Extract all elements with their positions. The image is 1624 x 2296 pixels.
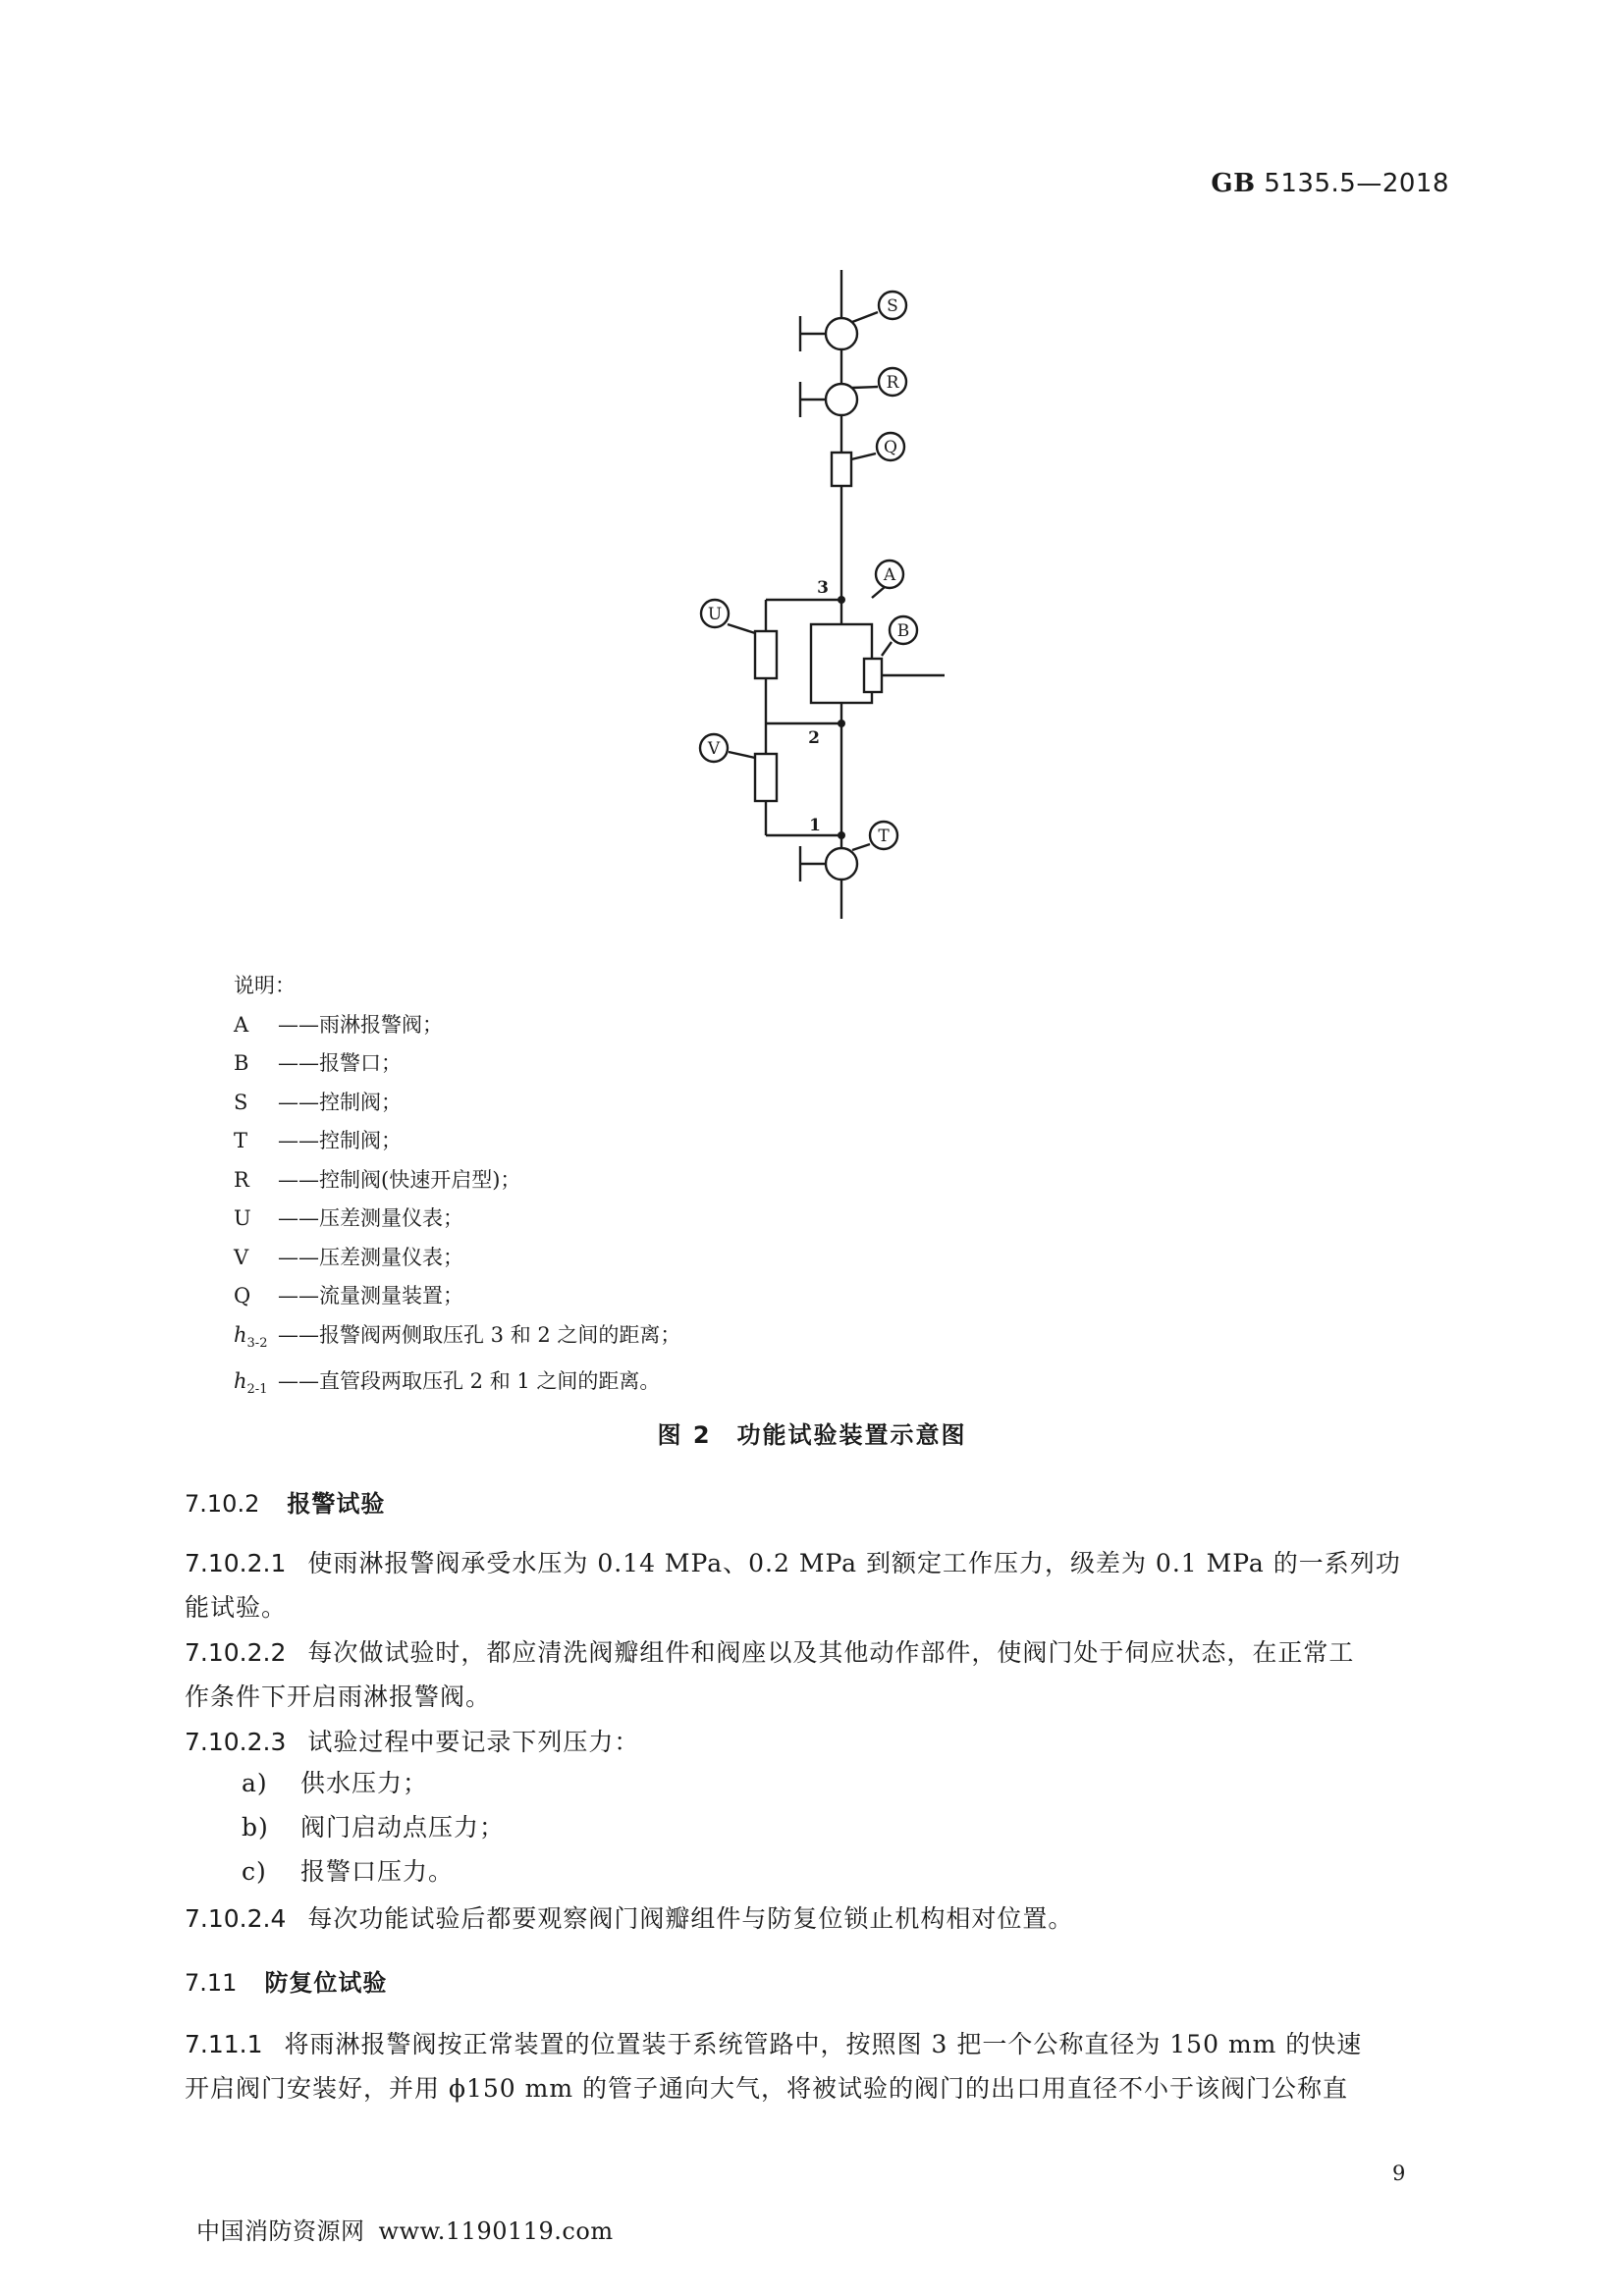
legend-row: U —— 压差测量仪表； <box>234 1206 463 1230</box>
label-b: B <box>896 621 910 641</box>
footer-watermark <box>196 2212 614 2246</box>
page-number: 9 <box>1392 2162 1406 2185</box>
valve-s-symbol <box>826 318 857 349</box>
function-test-schematic <box>0 0 1624 942</box>
deluge-valve-a-symbol <box>811 624 872 703</box>
label-r: R <box>886 373 899 393</box>
label-s: S <box>887 296 898 316</box>
legend-row: V —— 压差测量仪表； <box>234 1245 463 1269</box>
clause-7-11-1: 7.11.1 将雨淋报警阀按正常装置的位置装于系统管路中，按照图 3 把一个公称直径为 150 mm 的快速 开启阀门安装好，并用 ϕ150 mm 的管子通向大气，将被试验的阀门的出口用直径不小于该阀门公称直 <box>185 2030 1363 2103</box>
label-v: V <box>707 739 721 759</box>
legend-row: T —— 控制阀； <box>234 1129 402 1152</box>
label-u: U <box>707 605 723 624</box>
footer-org: 中国消防资源网 <box>196 2217 365 2245</box>
flow-meter-q-symbol <box>832 453 851 486</box>
gauge-v-symbol <box>755 754 777 801</box>
tap-1-label: 1 <box>809 816 821 835</box>
gauge-u-symbol <box>755 631 777 678</box>
valve-t-symbol <box>826 848 857 880</box>
standard-prefix: GB <box>1211 169 1256 198</box>
list-item: b) 阀门启动点压力； <box>242 1813 506 1842</box>
list-item: a) 供水压力； <box>242 1769 429 1797</box>
legend-row: B —— 报警口； <box>234 1051 402 1075</box>
tap-3-dot <box>838 596 845 604</box>
footer-site: www.1190119.com <box>378 2217 614 2245</box>
legend-title: 说明： <box>234 974 296 997</box>
label-q: Q <box>884 438 897 457</box>
clause-7-10-2-3: 7.10.2.3 试验过程中要记录下列压力： <box>185 1728 640 1756</box>
standard-number: 5135.5—2018 <box>1264 169 1449 198</box>
legend-row: R —— 控制阀(快速开启型)； <box>234 1167 521 1192</box>
legend-row: $h_{2-1}$ —— 直管段两取压孔 2 和 1 之间的距离。 <box>234 1369 661 1398</box>
legend-row: S —— 控制阀； <box>234 1090 402 1114</box>
legend-row: A —— 雨淋报警阀； <box>234 1012 443 1037</box>
section-heading-7-10-2: 7.10.2 报警试验 <box>185 1490 386 1518</box>
tap-2-dot <box>838 720 845 727</box>
figure-caption: 图 2 功能试验装置示意图 <box>657 1421 967 1449</box>
clause-7-10-2-4: 7.10.2.4 每次功能试验后都要观察阀门阀瓣组件与防复位锁止机构相对位置。 <box>185 1904 1074 1933</box>
legend-row: Q —— 流量测量装置； <box>234 1284 463 1308</box>
legend-row: $h_{3-2}$ —— 报警阀两侧取压孔 3 和 2 之间的距离； <box>234 1322 681 1351</box>
label-a: A <box>883 565 896 585</box>
clause-7-10-2-2: 7.10.2.2 每次做试验时，都应清洗阀瓣组件和阀座以及其他动作部件，使阀门处于伺应状态，在正常工 作条件下开启雨淋报警阀。 <box>185 1638 1355 1711</box>
list-item: c) 报警口压力。 <box>242 1857 455 1886</box>
clause-7-10-2-1: 7.10.2.1 使雨淋报警阀承受水压为 0.14 MPa、0.2 MPa 到额定工作压力，级差为 0.1 MPa 的一系列功 能试验。 <box>185 1549 1401 1622</box>
section-heading-7-11: 7.11 防复位试验 <box>185 1969 388 1997</box>
alarm-port-b-symbol <box>864 659 882 692</box>
label-t: T <box>878 827 890 846</box>
figure-legend <box>234 967 680 1410</box>
tap-1-dot <box>838 831 845 839</box>
tap-3-label: 3 <box>817 578 829 598</box>
tap-2-label: 2 <box>808 728 820 748</box>
